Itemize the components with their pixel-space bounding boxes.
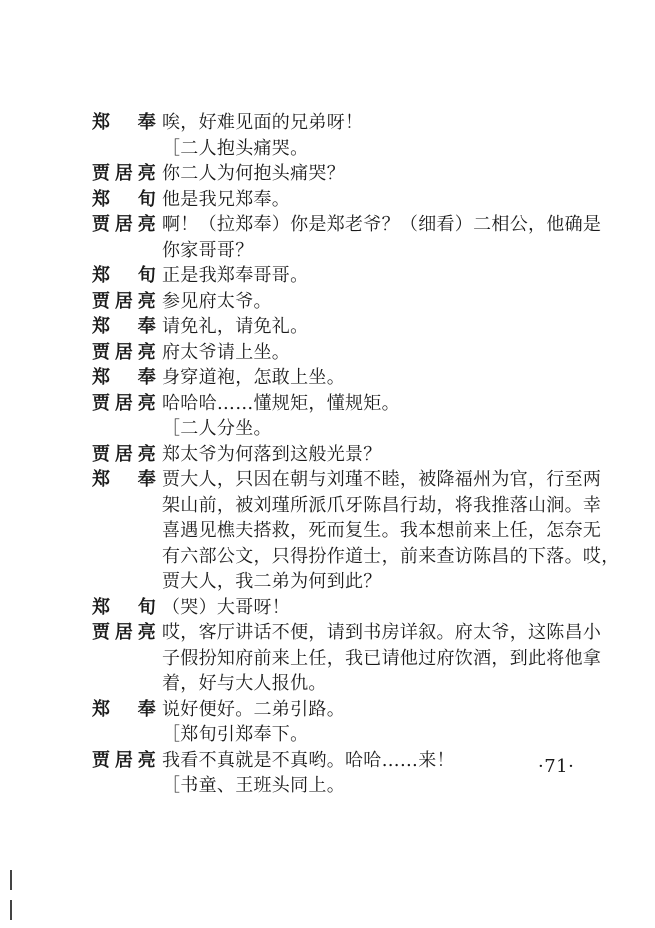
script-line [92,620,612,646]
dialogue-text: 有六部公文，只得扮作道士，前来查访陈昌的下落。哎， [162,545,620,567]
dialogue-text: 贾大人，我二弟为何到此？ [162,571,382,592]
dialogue-text: （哭）大哥呀！ [162,596,291,618]
speaker-name: 郑 旬 [92,188,156,210]
dialogue-text: 郑太爷为何落到这般光景？ [162,443,382,465]
speaker-name: 郑 奉 [92,367,156,388]
script-line [92,289,612,315]
speaker-name: 贾居亮 [92,214,156,235]
speaker-name: 贾居亮 [92,341,156,363]
stage-direction [92,136,612,162]
dialogue-continuation [92,569,612,595]
dialogue-text: 请免礼，请免礼。 [162,316,309,337]
dialogue-continuation [92,671,612,697]
dialogue-text: 喜遇见樵夫搭救，死而复生。我本想前来上任，怎奈无 [162,520,602,541]
stage-direction-text: ［二人分坐。 [162,418,272,439]
dialogue-text: 府太爷请上坐。 [162,341,291,363]
dialogue-continuation [92,518,612,544]
stage-direction [92,773,612,799]
dialogue-text: 正是我郑奉哥哥。 [162,265,309,286]
dialogue-text: 啊！（拉郑奉）你是郑老爷？（细看）二相公，他确是 [162,214,602,235]
play-script [92,110,620,799]
dialogue-text: 他是我兄郑奉。 [162,188,291,210]
script-line [92,595,612,621]
dialogue-text: 贾大人，只因在朝与刘瑾不睦，被降福州为官，行至两 [162,469,602,490]
script-line [92,187,612,213]
dialogue-text: 你家哥哥？ [162,239,254,261]
script-line [92,110,612,136]
stage-direction-text: ［二人抱头痛哭。 [162,137,309,159]
dialogue-text: 我看不真就是不真哟。哈哈……来！ [162,749,455,771]
script-line [92,748,612,774]
script-line [92,697,612,723]
dialogue-text: 着，好与大人报仇。 [162,673,327,694]
dialogue-text: 哈哈哈……懂规矩，懂规矩。 [162,392,400,414]
stage-direction-text: ［书童、王班头同上。 [162,775,345,796]
dialogue-continuation [92,493,612,519]
script-line [92,340,612,366]
script-line [92,263,612,289]
speaker-name: 贾居亮 [92,622,156,643]
dialogue-continuation [92,238,612,264]
stage-direction [92,416,612,442]
dialogue-text: 唉，好难见面的兄弟呀！ [162,112,364,133]
speaker-name: 贾居亮 [92,443,156,465]
dialogue-text: 身穿道袍，怎敢上坐。 [162,367,345,388]
stage-direction-text: ［郑旬引郑奉下。 [162,724,309,745]
dialogue-text: 参见府太爷。 [162,290,272,312]
script-line [92,161,612,187]
dialogue-text: 你二人为何抱头痛哭？ [162,163,345,184]
dialogue-text: 架山前，被刘瑾所派爪牙陈昌行劫，将我推落山涧。幸 [162,494,602,516]
speaker-name: 贾居亮 [92,749,156,771]
speaker-name: 郑 旬 [92,265,156,286]
speaker-name: 贾居亮 [92,163,156,184]
speaker-name: 郑 奉 [92,316,156,337]
speaker-name: 郑 旬 [92,596,156,618]
speaker-name: 贾居亮 [92,290,156,312]
dialogue-continuation [92,544,620,570]
speaker-name: 郑 奉 [92,112,156,133]
script-line [92,365,612,391]
speaker-name: 贾居亮 [92,392,156,414]
stage-direction [92,722,612,748]
script-line [92,391,612,417]
script-line [92,442,612,468]
dialogue-text: 子假扮知府前来上任，我已请他过府饮酒，到此将他拿 [162,647,602,669]
script-line [92,314,612,340]
dialogue-continuation [92,646,612,672]
page-number: ·71· [538,756,575,777]
script-line [92,467,612,493]
script-line [92,212,612,238]
speaker-name: 郑 奉 [92,469,156,490]
scan-margin-mark [10,870,12,890]
dialogue-text: 哎，客厅讲话不便，请到书房详叙。府太爷，这陈昌小 [162,622,602,643]
dialogue-text: 说好便好。二弟引路。 [162,698,345,720]
speaker-name: 郑 奉 [92,698,156,720]
scan-margin-mark [10,900,12,920]
